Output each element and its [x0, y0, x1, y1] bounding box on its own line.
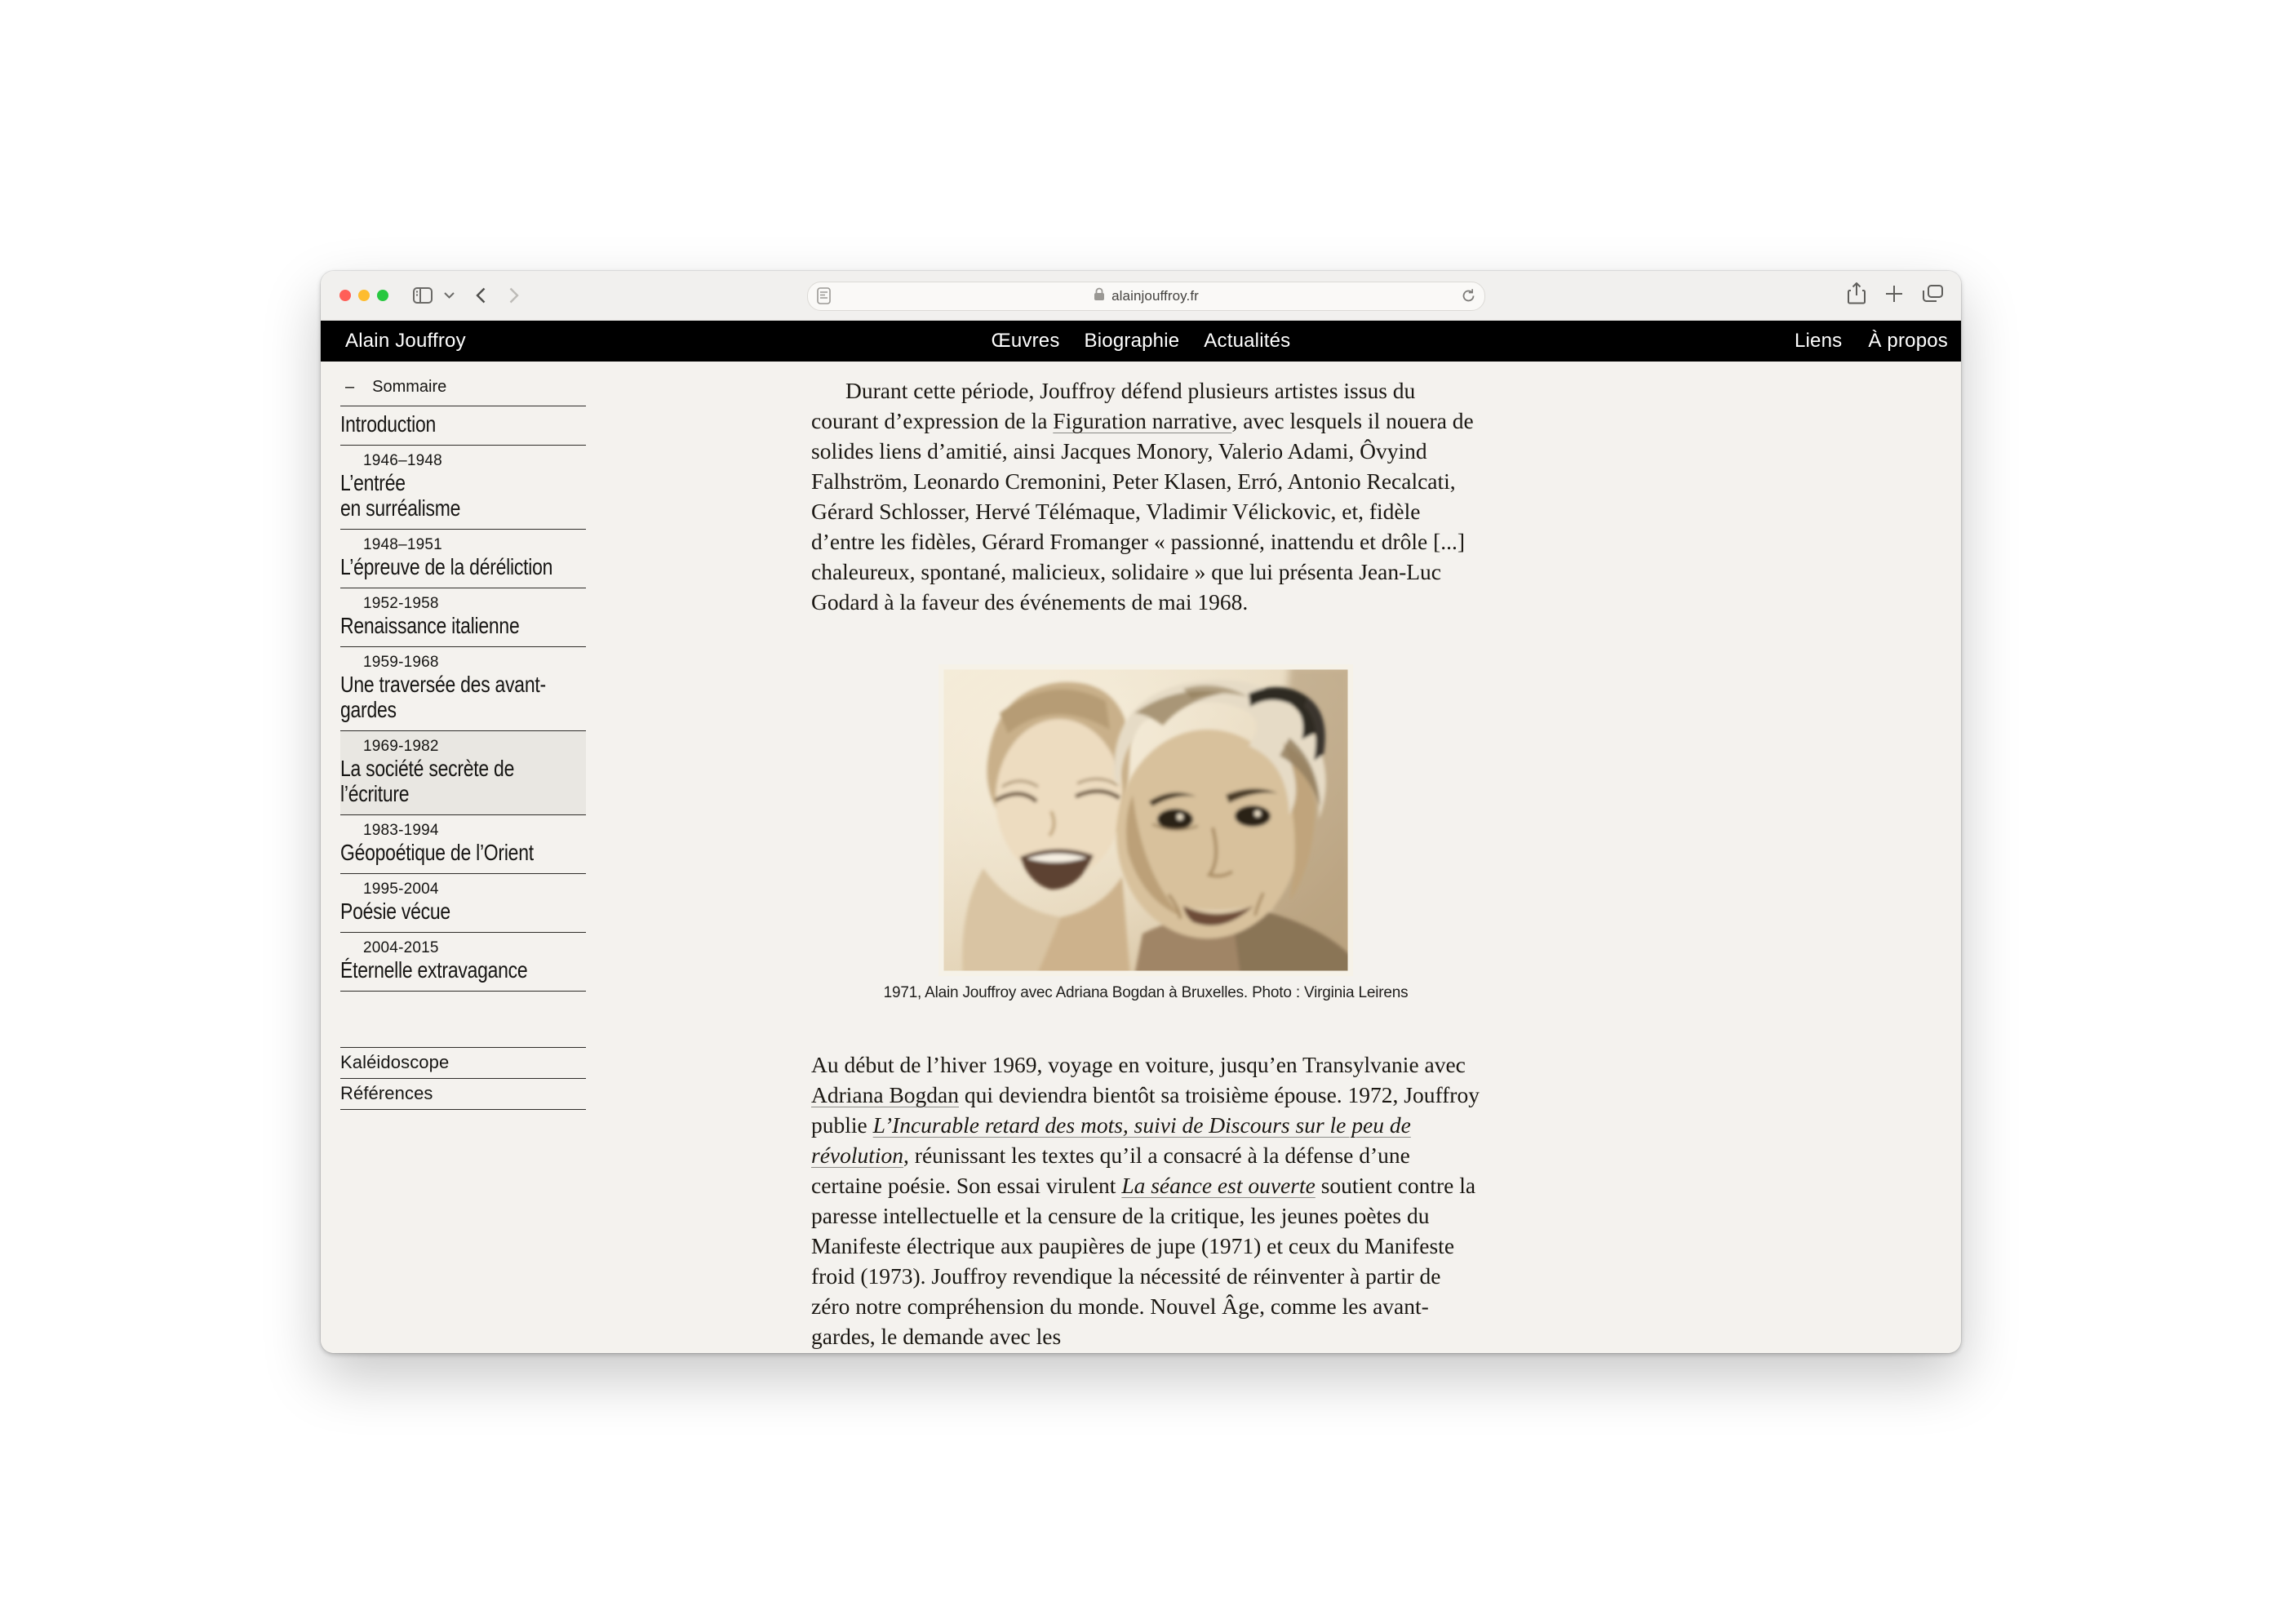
sommaire-header[interactable]	[340, 371, 586, 406]
photo-caption: 1971, Alain Jouffroy avec Adriana Bogdan à Bruxelles. Photo : Virginia Leirens	[883, 984, 1409, 1001]
biography-photo	[938, 664, 1353, 976]
lock-icon	[1094, 287, 1105, 305]
sidebar-item-epreuve-dereliction[interactable]: 1948–1951 L’épreuve de la déréliction	[340, 530, 586, 588]
toolbar-right-icons	[1848, 271, 1943, 320]
nav-item-apropos[interactable]: À propos	[1868, 330, 1948, 352]
sidebar-toggle-button[interactable]	[410, 271, 435, 320]
browser-toolbar	[321, 271, 1961, 321]
article-body	[811, 362, 1480, 1351]
new-tab-button[interactable]	[1885, 285, 1903, 307]
reader-icon[interactable]	[817, 287, 831, 308]
window-controls	[339, 290, 388, 301]
biography-paragraph-2: Au début de l’hiver 1969, voyage en voiture, jusqu’en Transylvanie avec Adriana Bogdan qui deviendra bientôt sa troisième épouse. 1972, Jouffroy publie L’Incurable retard des mots, suivi de Discours sur le peu de révolution, réunissant les textes qu’il a consacré à la défense d’une certaine poésie. Son essai virulent La séance est ouverte soutient contre la paresse intellectuelle et la censure de la critique, les jeunes poètes du Manifeste électrique aux paupières de jupe (1971) et ceux du Manifeste froid (1973). Jouffroy revendique la nécessité de réinventer à partir de zéro notre compréhension du monde. Nouvel Âge, comme les avant-gardes, le demande avec les	[811, 1052, 1480, 1349]
nav-right	[1795, 321, 1948, 362]
nav-item-actualites[interactable]: Actualités	[1204, 330, 1291, 352]
sidebar-icon	[413, 287, 433, 304]
toolbar-chevron-button[interactable]	[441, 271, 456, 320]
nav-item-liens[interactable]: Liens	[1794, 330, 1843, 352]
close-button[interactable]	[339, 290, 351, 301]
sidebar-item-kaleidoscope[interactable]: Kaléidoscope	[340, 1048, 586, 1079]
figure	[811, 664, 1480, 1004]
sidebar-item-geopoetique-orient[interactable]: 1983-1994 Géopoétique de l’Orient	[340, 815, 586, 874]
browser-window	[321, 271, 1961, 1353]
sidebar-item-renaissance-italienne[interactable]: 1952-1958 Renaissance italienne	[340, 588, 586, 647]
reload-button[interactable]	[1461, 288, 1476, 308]
back-arrow-icon	[476, 287, 486, 304]
collapse-dash-icon[interactable]: –	[345, 378, 355, 396]
forward-button[interactable]	[504, 271, 524, 320]
zoom-button[interactable]	[377, 290, 388, 301]
sidebar-item-references[interactable]: Références	[340, 1079, 586, 1110]
sidebar-item-introduction[interactable]: Introduction	[340, 406, 586, 446]
sidebar-item-societe-secrete[interactable]: 1969-1982 La société secrète de l’écriture	[340, 731, 586, 815]
chevron-down-icon	[444, 292, 455, 299]
site-logo[interactable]: Alain Jouffroy	[345, 330, 466, 352]
url-text: alainjouffroy.fr	[1111, 288, 1199, 304]
nav-item-biographie[interactable]: Biographie	[1084, 330, 1180, 352]
back-button[interactable]	[471, 271, 490, 320]
sidebar-item-poesie-vecue[interactable]: 1995-2004 Poésie vécue	[340, 874, 586, 933]
sidebar-item-eternelle-extravagance[interactable]: 2004-2015 Éternelle extravagance	[340, 933, 586, 992]
sidebar-spacer	[340, 992, 586, 1047]
sidebar-item-entree-surrealisme[interactable]: 1946–1948 L’entrée en surréalisme	[340, 446, 586, 530]
sommaire-label: Sommaire	[372, 378, 447, 396]
sidebar-item-traversee-avant-gardes[interactable]: 1959-1968 Une traversée des avant- gardes	[340, 647, 586, 731]
share-button[interactable]	[1848, 282, 1866, 308]
nav-item-oeuvres[interactable]: Œuvres	[991, 330, 1060, 352]
nav-center	[992, 321, 1291, 362]
table-of-contents	[340, 371, 586, 1110]
address-bar[interactable]	[807, 282, 1485, 311]
site-navbar	[321, 321, 1961, 362]
biography-paragraph-1: Durant cette période, Jouffroy défend plusieurs artistes issus du courant d’expression de la Figuration narrative, avec lesquels il nouera de solides liens d’amitié, ainsi Jacques Monory, Valerio Adami, Ôvyind Falhström, Leonardo Cremonini, Peter Klasen, Erró, Antonio Recalcati, Gérard Schlosser, Hervé Télémaque, Vladimir Vélickovic, et, fidèle d’entre les fidèles, Gérard Fromanger « passionné, inattendu et drôle [...] chaleureux, spontané, malicieux, solidaire » que lui présenta Jean-Luc Godard à la faveur des événements de mai 1968.	[811, 378, 1474, 615]
tab-overview-button[interactable]	[1923, 285, 1943, 306]
forward-arrow-icon	[509, 287, 519, 304]
minimize-button[interactable]	[358, 290, 370, 301]
page-content	[321, 362, 1961, 1353]
